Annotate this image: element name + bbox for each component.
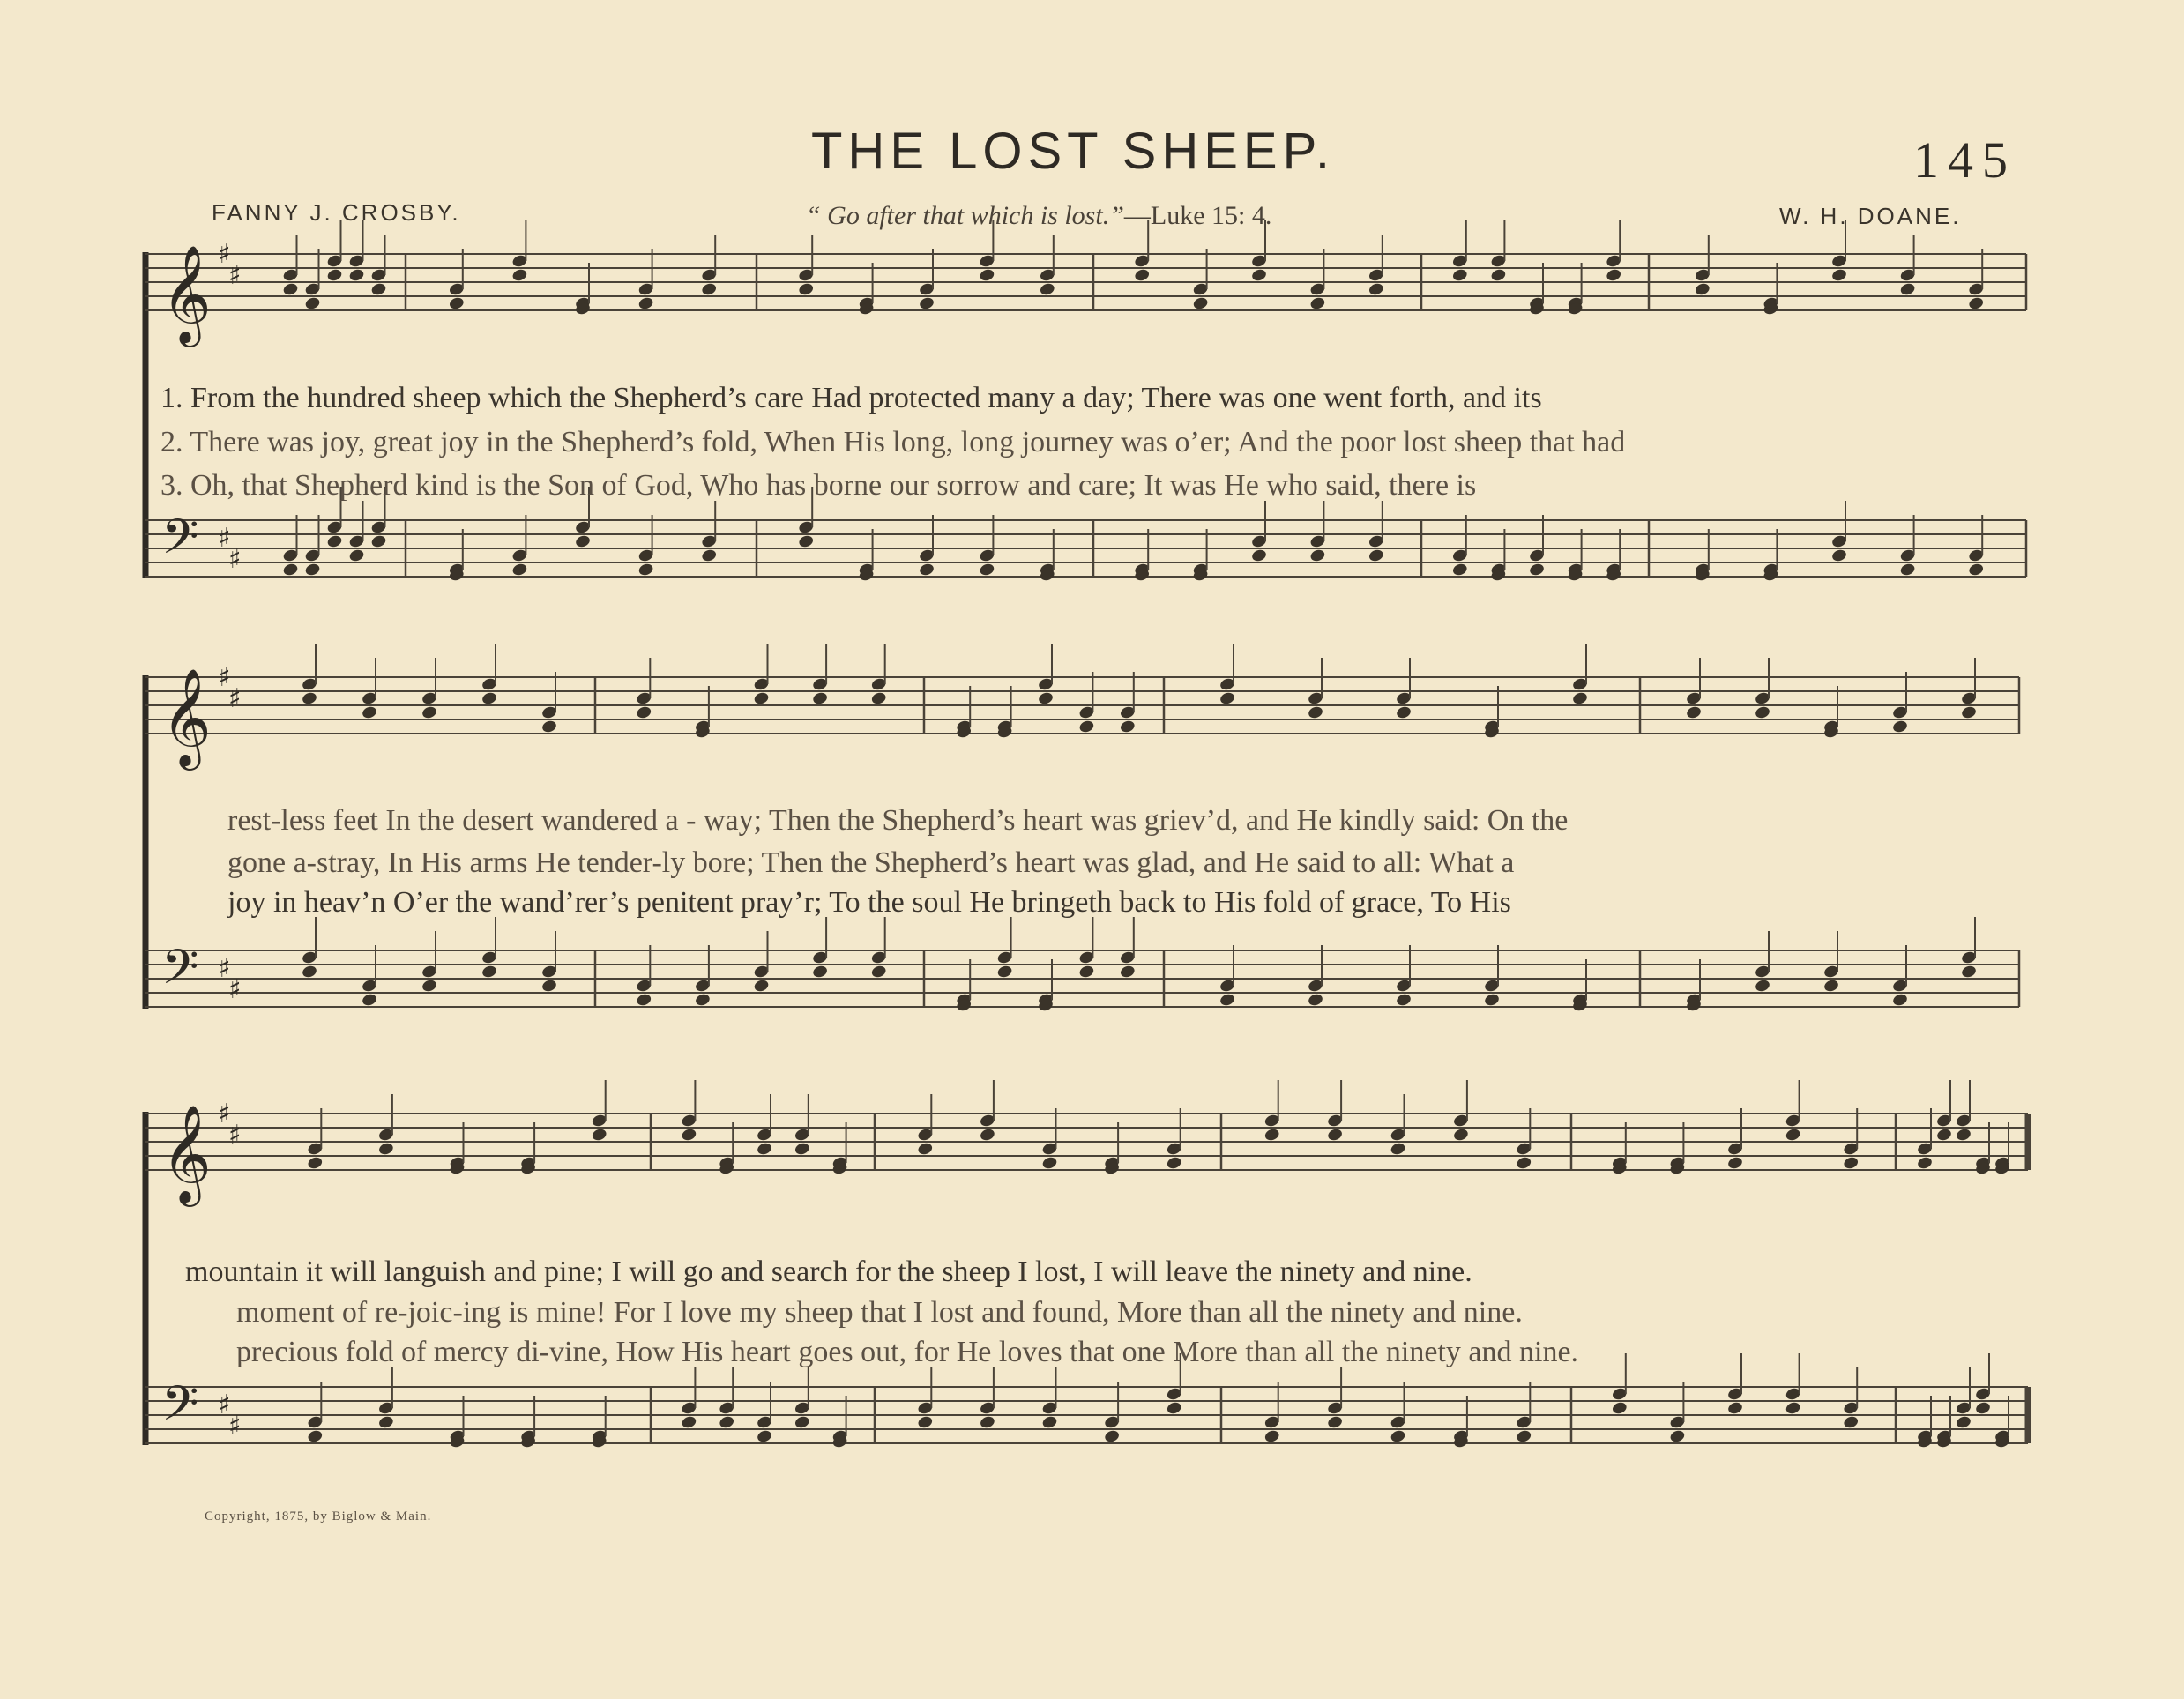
notehead bbox=[421, 979, 437, 994]
notehead bbox=[1451, 268, 1468, 283]
notehead bbox=[979, 1128, 995, 1143]
notehead bbox=[979, 1415, 995, 1430]
notehead bbox=[370, 534, 387, 549]
notehead bbox=[1263, 1128, 1280, 1143]
notehead bbox=[448, 296, 465, 311]
notehead bbox=[1483, 993, 1500, 1008]
notehead bbox=[591, 1128, 607, 1143]
sharp-sign-icon: ♯ bbox=[218, 953, 231, 984]
notehead bbox=[1490, 268, 1507, 283]
hymn-title: THE LOST SHEEP. bbox=[811, 123, 1335, 180]
notehead bbox=[753, 979, 770, 994]
notehead bbox=[812, 691, 829, 706]
notehead bbox=[1528, 563, 1545, 578]
notehead bbox=[1119, 719, 1136, 734]
notehead bbox=[1037, 691, 1054, 706]
notehead bbox=[719, 1415, 735, 1430]
notehead bbox=[1327, 1128, 1344, 1143]
notehead bbox=[1309, 296, 1326, 311]
notehead bbox=[812, 965, 829, 980]
notehead bbox=[1935, 1128, 1952, 1143]
notehead bbox=[1104, 1429, 1121, 1444]
sharp-sign-icon: ♯ bbox=[218, 523, 231, 554]
treble-clef-icon: 𝄞 bbox=[161, 1104, 212, 1203]
notehead bbox=[1041, 1415, 1058, 1430]
notehead bbox=[326, 534, 343, 549]
bass-clef-icon: 𝄢 bbox=[161, 939, 199, 1007]
notehead bbox=[756, 1429, 772, 1444]
sharp-sign-icon: ♯ bbox=[228, 544, 242, 575]
notehead bbox=[1843, 1415, 1860, 1430]
notehead bbox=[1843, 1156, 1860, 1171]
notehead bbox=[1219, 993, 1235, 1008]
notehead bbox=[1754, 705, 1770, 720]
notehead bbox=[753, 691, 770, 706]
notehead bbox=[1452, 1128, 1469, 1143]
notehead bbox=[1726, 1401, 1743, 1416]
sharp-sign-icon: ♯ bbox=[228, 260, 242, 291]
notehead bbox=[798, 534, 815, 549]
notehead bbox=[1263, 1429, 1280, 1444]
lyric-line-system2-verse3: joy in heav’n O’er the wand’rer’s penitent pray’r; To the soul He bringeth back to His fold of grace, To His bbox=[227, 886, 1511, 919]
notehead bbox=[1516, 1156, 1532, 1171]
notehead bbox=[1250, 548, 1267, 563]
notehead bbox=[421, 705, 437, 720]
composer-credit: W. H. DOANE. bbox=[1779, 203, 1962, 229]
notehead bbox=[304, 296, 321, 311]
notehead bbox=[1327, 1415, 1344, 1430]
lyric-line-system1-verse3: 3. Oh, that Shepherd kind is the Son of God, Who has borne our sorrow and care; It was He who said, there is bbox=[160, 469, 1477, 502]
notehead bbox=[917, 1142, 934, 1157]
notehead bbox=[756, 1142, 772, 1157]
notehead bbox=[1571, 691, 1588, 706]
notehead bbox=[1134, 268, 1151, 283]
notehead bbox=[282, 563, 299, 578]
bass-clef-icon: 𝄢 bbox=[161, 509, 199, 577]
notehead bbox=[681, 1415, 697, 1430]
notehead bbox=[348, 268, 365, 283]
notehead bbox=[1219, 691, 1235, 706]
notehead bbox=[636, 993, 652, 1008]
notehead bbox=[1307, 993, 1323, 1008]
treble-clef-icon: 𝄞 bbox=[161, 244, 212, 343]
notehead bbox=[1390, 1429, 1406, 1444]
notehead bbox=[1685, 705, 1702, 720]
notehead bbox=[979, 563, 995, 578]
lyric-line-system1-verse1: 1. From the hundred sheep which the Shepherd’s care Had protected many a day; There was one went forth, and its bbox=[160, 382, 1542, 414]
notehead bbox=[307, 1156, 324, 1171]
notehead bbox=[574, 534, 591, 549]
sharp-sign-icon: ♯ bbox=[218, 239, 231, 270]
notehead bbox=[1368, 282, 1384, 297]
notehead bbox=[1694, 282, 1711, 297]
notehead bbox=[1192, 296, 1209, 311]
lyric-line-system3-verse2: moment of re-joic-ing is mine! For I love my sheep that I lost and found, More than all the ninety and nine. bbox=[236, 1296, 1523, 1329]
notehead bbox=[361, 705, 377, 720]
sharp-sign-icon: ♯ bbox=[228, 683, 242, 714]
bass-clef-icon: 𝄢 bbox=[161, 1375, 199, 1443]
notehead bbox=[1891, 993, 1908, 1008]
notehead bbox=[348, 548, 365, 563]
notehead bbox=[694, 993, 711, 1008]
notehead bbox=[1119, 965, 1136, 980]
notehead bbox=[1830, 548, 1847, 563]
sharp-sign-icon: ♯ bbox=[218, 1390, 231, 1420]
notehead bbox=[1891, 719, 1908, 734]
notehead bbox=[377, 1142, 394, 1157]
notehead bbox=[918, 563, 935, 578]
notehead bbox=[326, 268, 343, 283]
notehead bbox=[1041, 1156, 1058, 1171]
notehead bbox=[481, 965, 497, 980]
notehead bbox=[1390, 1142, 1406, 1157]
notehead bbox=[637, 563, 654, 578]
sharp-sign-icon: ♯ bbox=[228, 974, 242, 1005]
notehead bbox=[1785, 1128, 1801, 1143]
notehead bbox=[1516, 1429, 1532, 1444]
notehead bbox=[1250, 268, 1267, 283]
notehead bbox=[361, 993, 377, 1008]
notehead bbox=[370, 282, 387, 297]
notehead bbox=[1307, 705, 1323, 720]
notehead bbox=[1669, 1429, 1686, 1444]
notehead bbox=[1899, 563, 1916, 578]
notehead bbox=[540, 979, 557, 994]
notehead bbox=[511, 563, 528, 578]
notehead bbox=[798, 282, 815, 297]
notehead bbox=[1726, 1156, 1743, 1171]
epigraph-reference: —Luke 15: 4. bbox=[1123, 201, 1272, 230]
notehead bbox=[637, 296, 654, 311]
notehead bbox=[301, 691, 317, 706]
notehead bbox=[1955, 1415, 1972, 1430]
notehead bbox=[1830, 268, 1847, 283]
notehead bbox=[1368, 548, 1384, 563]
notehead bbox=[1785, 1401, 1801, 1416]
notehead bbox=[1916, 1156, 1933, 1171]
notehead bbox=[540, 719, 557, 734]
lyric-line-system3-verse3: precious fold of mercy di-vine, How His heart goes out, for He loves that one More than all the ninety and nine. bbox=[236, 1336, 1579, 1368]
treble-clef-icon: 𝄞 bbox=[161, 667, 212, 766]
notehead bbox=[1822, 979, 1839, 994]
notehead bbox=[377, 1415, 394, 1430]
notehead bbox=[1968, 563, 1985, 578]
copyright-notice: Copyright, 1875, by Biglow & Main. bbox=[205, 1509, 432, 1524]
lyric-line-system2-verse1: rest-less feet In the desert wandered a - way; Then the Shepherd’s heart was griev’d, and He kindly said: On the bbox=[227, 804, 1569, 837]
notehead bbox=[1960, 705, 1977, 720]
author-credit: FANNY J. CROSBY. bbox=[212, 199, 461, 226]
notehead bbox=[681, 1128, 697, 1143]
notehead bbox=[1166, 1401, 1182, 1416]
sharp-sign-icon: ♯ bbox=[218, 662, 231, 693]
notehead bbox=[301, 965, 317, 980]
sharp-sign-icon: ♯ bbox=[228, 1411, 242, 1442]
notehead bbox=[794, 1142, 810, 1157]
notehead bbox=[1968, 296, 1985, 311]
notehead bbox=[979, 268, 995, 283]
notehead bbox=[1451, 563, 1468, 578]
page-number: 145 bbox=[1913, 131, 2016, 189]
notehead bbox=[1611, 1401, 1628, 1416]
lyric-line-system1-verse2: 2. There was joy, great joy in the Shepherd’s fold, When His long, long journey was o’er; And the poor lost sheep that had bbox=[160, 426, 1626, 458]
notehead bbox=[481, 691, 497, 706]
epigraph-quote: “ Go after that which is lost.” bbox=[806, 201, 1124, 230]
notehead bbox=[794, 1415, 810, 1430]
notehead bbox=[1606, 268, 1622, 283]
notehead bbox=[1974, 1401, 1991, 1416]
notehead bbox=[1395, 705, 1412, 720]
notehead bbox=[701, 282, 718, 297]
notehead bbox=[307, 1429, 324, 1444]
notehead bbox=[918, 296, 935, 311]
notehead bbox=[1955, 1128, 1972, 1143]
sharp-sign-icon: ♯ bbox=[218, 1099, 231, 1129]
notehead bbox=[870, 965, 887, 980]
sharp-sign-icon: ♯ bbox=[228, 1120, 242, 1151]
notehead bbox=[1166, 1156, 1182, 1171]
notehead bbox=[1395, 993, 1412, 1008]
notehead bbox=[996, 965, 1013, 980]
lyric-line-system2-verse2: gone a-stray, In His arms He tender-ly bore; Then the Shepherd’s heart was glad, and He said to all: What a bbox=[227, 846, 1515, 879]
notehead bbox=[1899, 282, 1916, 297]
notehead bbox=[1309, 548, 1326, 563]
notehead bbox=[917, 1415, 934, 1430]
notehead bbox=[282, 282, 299, 297]
notehead bbox=[511, 268, 528, 283]
notehead bbox=[1754, 979, 1770, 994]
notehead bbox=[1078, 719, 1095, 734]
notehead bbox=[636, 705, 652, 720]
notehead bbox=[701, 548, 718, 563]
lyric-line-system3-verse1: mountain it will languish and pine; I will go and search for the sheep I lost, I will leave the ninety and nine. bbox=[185, 1256, 1472, 1288]
notehead bbox=[1039, 282, 1055, 297]
notehead bbox=[1078, 965, 1095, 980]
notehead bbox=[1960, 965, 1977, 980]
notehead bbox=[304, 563, 321, 578]
notehead bbox=[870, 691, 887, 706]
